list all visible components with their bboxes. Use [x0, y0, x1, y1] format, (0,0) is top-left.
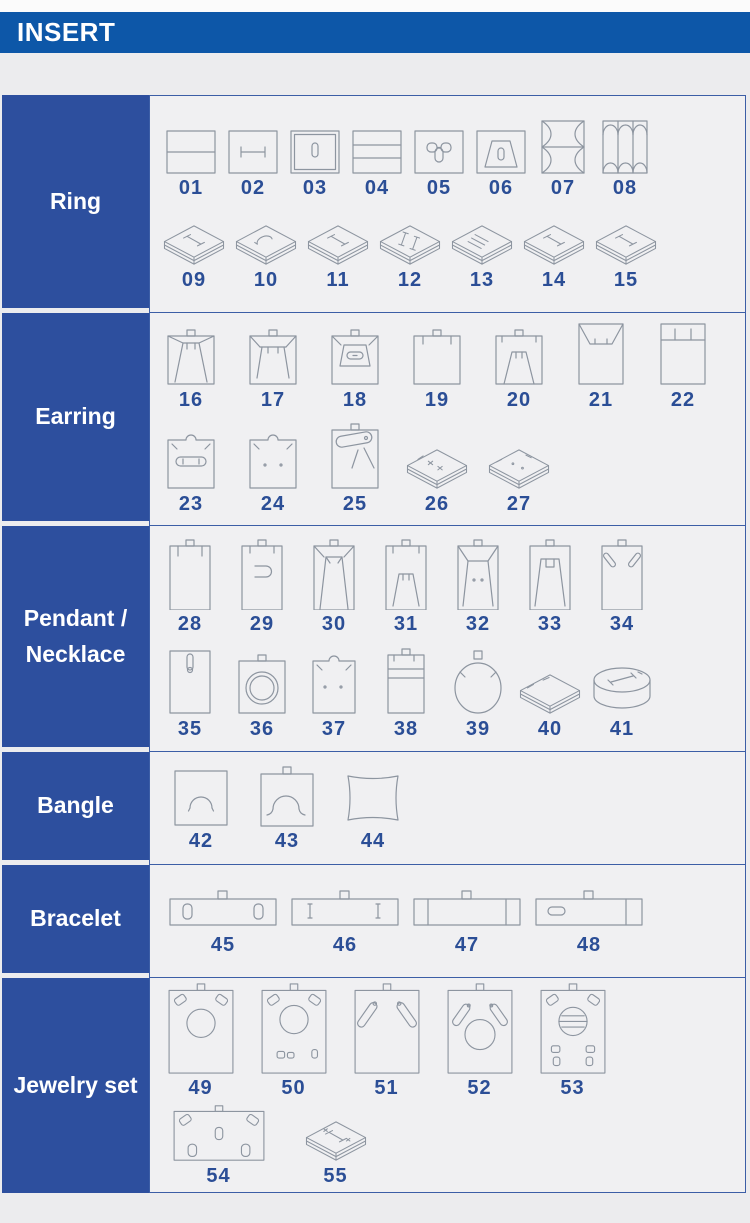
category-section [2, 978, 746, 1193]
insert-item-48 [528, 885, 650, 957]
insert-row [150, 536, 745, 636]
tallcard-diagonal-slots-icon [599, 536, 645, 610]
card-topline-ticks-icon [655, 322, 711, 386]
insert-number: 41 [609, 717, 635, 740]
insert-item-30 [298, 536, 370, 636]
card-inner-trapezoid-icon [491, 322, 547, 386]
insert-number: 37 [321, 717, 347, 740]
insert-item-33 [514, 536, 586, 636]
insert-item-16 [150, 322, 232, 412]
insert-number: 40 [537, 717, 563, 740]
insert-item-11 [302, 220, 374, 292]
round-tag-icon [451, 647, 505, 715]
insert-number: 54 [206, 1165, 231, 1187]
strip-capsule-line-icon [534, 885, 644, 931]
insert-number: 12 [397, 269, 423, 291]
insert-number: 32 [465, 613, 491, 636]
category-items [149, 526, 746, 752]
insert-number: 22 [670, 388, 696, 411]
insert-row [150, 220, 745, 292]
card-trapezoid-ticks-icon [163, 322, 219, 386]
insert-number: 45 [210, 934, 236, 956]
category-label: Jewelry set [2, 978, 149, 1193]
insert-item-07 [532, 116, 594, 200]
insert-row [150, 1104, 745, 1188]
category-items [149, 978, 746, 1193]
insert-item-19 [396, 322, 478, 412]
insert-number: 11 [326, 269, 350, 291]
header-gap [0, 53, 750, 95]
category-label: Ring [2, 95, 149, 308]
iso-box-ibeam-icon [593, 220, 659, 266]
insert-item-13 [446, 220, 518, 292]
insert-item-47 [406, 885, 528, 957]
insert-number: 46 [332, 934, 358, 956]
insert-number: 34 [609, 613, 635, 636]
insert-row [150, 322, 745, 412]
insert-number: 48 [576, 934, 602, 956]
insert-number: 02 [240, 177, 266, 199]
insert-number: 07 [550, 177, 576, 199]
insert-item-35 [154, 647, 226, 741]
envelope-flap-icon [573, 322, 629, 386]
rect-double-curve-icon [541, 116, 585, 174]
category-section [2, 865, 746, 978]
iso-box-ibeam-icon [161, 220, 227, 266]
insert-number: 05 [426, 177, 452, 199]
insert-item-08 [594, 116, 656, 200]
tallcard-trapezoid-dots-icon [455, 536, 501, 610]
insert-number: 24 [260, 493, 286, 516]
jcard-lined-circle-slots-icon [538, 982, 608, 1074]
insert-item-41 [586, 647, 658, 741]
square-arc-icon [173, 763, 229, 827]
insert-item-06 [470, 116, 532, 200]
insert-item-53 [526, 982, 619, 1100]
insert-number: 35 [177, 717, 203, 740]
category-label: Bracelet [2, 865, 149, 973]
insert-number: 50 [281, 1077, 306, 1099]
category-label: Bangle [2, 752, 149, 860]
page-header [0, 12, 750, 53]
insert-number: 33 [537, 613, 563, 636]
insert-item-45 [162, 885, 284, 957]
square-tab-arc-icon [259, 763, 315, 827]
insert-item-03 [284, 116, 346, 200]
category-section [2, 526, 746, 752]
insert-number: 09 [181, 269, 207, 291]
insert-item-40 [514, 647, 586, 741]
insert-number: 47 [454, 934, 480, 956]
insert-item-14 [518, 220, 590, 292]
insert-number: 04 [364, 177, 390, 199]
insert-item-17 [232, 322, 314, 412]
jcard-circle-bottom-slots-icon [259, 982, 329, 1074]
insert-row [150, 763, 745, 853]
insert-item-52 [433, 982, 526, 1100]
square-trapezoid-slot-icon [476, 116, 526, 174]
category-label: Pendant / Necklace [2, 526, 149, 747]
insert-item-18 [314, 322, 396, 412]
insert-number: 55 [323, 1165, 348, 1187]
card-ticks-icon [409, 322, 465, 386]
jcard-diagonal-slots-circle-icon [445, 982, 515, 1074]
insert-number: 29 [249, 613, 275, 636]
insert-number: 10 [253, 269, 279, 291]
insert-item-26 [396, 420, 478, 516]
insert-number: 39 [465, 717, 491, 740]
insert-number: 51 [374, 1077, 399, 1099]
iso-box-plain-icon [517, 647, 583, 715]
tallcard-band-icon [384, 647, 428, 715]
card-ring-circle-icon [235, 647, 289, 715]
insert-number: 23 [178, 493, 204, 516]
insert-number: 26 [424, 493, 450, 516]
insert-item-49 [154, 982, 247, 1100]
insert-row [150, 982, 745, 1100]
insert-number: 01 [178, 177, 204, 199]
insert-item-23 [150, 420, 232, 516]
insert-number: 03 [302, 177, 328, 199]
insert-item-21 [560, 322, 642, 412]
insert-item-01 [160, 116, 222, 200]
insert-item-55 [277, 1104, 394, 1188]
tallcard-ticks-icon [167, 536, 213, 610]
insert-item-25 [314, 420, 396, 516]
insert-number: 53 [560, 1077, 585, 1099]
iso-box-ibeam-icon [521, 220, 587, 266]
insert-number: 43 [274, 830, 300, 852]
insert-item-54 [160, 1104, 277, 1188]
insert-item-20 [478, 322, 560, 412]
category-section [2, 313, 746, 526]
insert-number: 16 [178, 388, 204, 411]
insert-number: 18 [342, 388, 368, 411]
insert-item-10 [230, 220, 302, 292]
insert-item-31 [370, 536, 442, 636]
iso-box-three-lines-icon [449, 220, 515, 266]
tallcard-trapezoid-icon [311, 536, 357, 610]
insert-number: 20 [506, 388, 532, 411]
card-trapezoid-ticks2-icon [245, 322, 301, 386]
card-roundtab-dots2-icon [309, 647, 359, 715]
insert-item-38 [370, 647, 442, 741]
insert-number: 52 [467, 1077, 492, 1099]
square-ibeam-slot-icon [228, 116, 278, 174]
pillow-pad-icon [343, 763, 403, 827]
insert-number: 30 [321, 613, 347, 636]
insert-item-37 [298, 647, 370, 741]
insert-item-02 [222, 116, 284, 200]
insert-number: 49 [188, 1077, 213, 1099]
tallcard-hook-slot-icon [239, 536, 285, 610]
insert-item-24 [232, 420, 314, 516]
insert-number: 19 [424, 388, 450, 411]
insert-number: 06 [488, 177, 514, 199]
card-roundtab-dots-icon [245, 420, 301, 490]
iso-box-dots-icon [486, 420, 552, 490]
insert-number: 14 [541, 269, 567, 291]
insert-number: 31 [393, 613, 419, 636]
category-label: Earring [2, 313, 149, 521]
insert-number: 42 [188, 830, 214, 852]
card-diagonal-capsule-icon [326, 420, 384, 490]
insert-item-05 [408, 116, 470, 200]
category-items [149, 95, 746, 313]
insert-number: 25 [342, 493, 368, 516]
insert-item-46 [284, 885, 406, 957]
insert-item-50 [247, 982, 340, 1100]
category-items [149, 313, 746, 526]
jcard-two-diagonal-slots-icon [352, 982, 422, 1074]
insert-row [150, 420, 745, 516]
category-items [149, 865, 746, 978]
insert-item-34 [586, 536, 658, 636]
iso-box-ibeam-icon [305, 220, 371, 266]
strip-end-lines-icon [412, 885, 522, 931]
insert-item-36 [226, 647, 298, 741]
insert-catalog-table [2, 95, 746, 1193]
insert-number: 27 [506, 493, 532, 516]
strip-two-ticks-icon [290, 885, 400, 931]
iso-box-two-ibeams-icon [377, 220, 443, 266]
insert-row [150, 885, 745, 957]
tallcard-trapezoid-notch-icon [527, 536, 573, 610]
category-section [2, 752, 746, 865]
insert-item-42 [158, 763, 244, 853]
rect-triple-arch-icon [602, 116, 648, 174]
round-box-slot-icon [591, 647, 653, 715]
iso-box-x-marks-icon [404, 420, 470, 490]
jcard-circle-corner-slots-icon [166, 982, 236, 1074]
insert-item-29 [226, 536, 298, 636]
insert-row [150, 116, 745, 200]
insert-item-04 [346, 116, 408, 200]
iso-box-curve-icon [233, 220, 299, 266]
widecard-multi-slots-icon [172, 1104, 266, 1162]
square-frame-oval-slot-icon [290, 116, 340, 174]
strip-two-arch-slots-icon [168, 885, 278, 931]
insert-item-32 [442, 536, 514, 636]
card-trapezoid-slot-icon [327, 322, 383, 386]
iso-box-ibeam-x-icon [303, 1104, 369, 1162]
insert-item-15 [590, 220, 662, 292]
insert-number: 13 [469, 269, 495, 291]
insert-item-12 [374, 220, 446, 292]
insert-item-28 [154, 536, 226, 636]
insert-number: 38 [393, 717, 419, 740]
insert-number: 08 [612, 177, 638, 199]
insert-number: 17 [260, 388, 286, 411]
insert-number: 28 [177, 613, 203, 636]
page-title: INSERT [17, 17, 116, 47]
insert-row [150, 647, 745, 741]
square-divider-slot-icon [166, 116, 216, 174]
insert-number: 36 [249, 717, 275, 740]
insert-item-51 [340, 982, 433, 1100]
insert-item-39 [442, 647, 514, 741]
tallcard-small-trapezoid-icon [383, 536, 429, 610]
square-t-slot-icon [414, 116, 464, 174]
top-strip [0, 0, 750, 12]
insert-item-43 [244, 763, 330, 853]
category-items [149, 752, 746, 865]
card-roundtab-capsule-icon [163, 420, 219, 490]
category-section [2, 95, 746, 313]
insert-number: 21 [588, 388, 614, 411]
insert-number: 15 [613, 269, 639, 291]
insert-item-22 [642, 322, 724, 412]
insert-item-44 [330, 763, 416, 853]
tallcard-hanger-loop-icon [167, 647, 213, 715]
insert-number: 44 [360, 830, 386, 852]
insert-item-27 [478, 420, 560, 516]
insert-item-09 [158, 220, 230, 292]
square-two-lines-icon [352, 116, 402, 174]
